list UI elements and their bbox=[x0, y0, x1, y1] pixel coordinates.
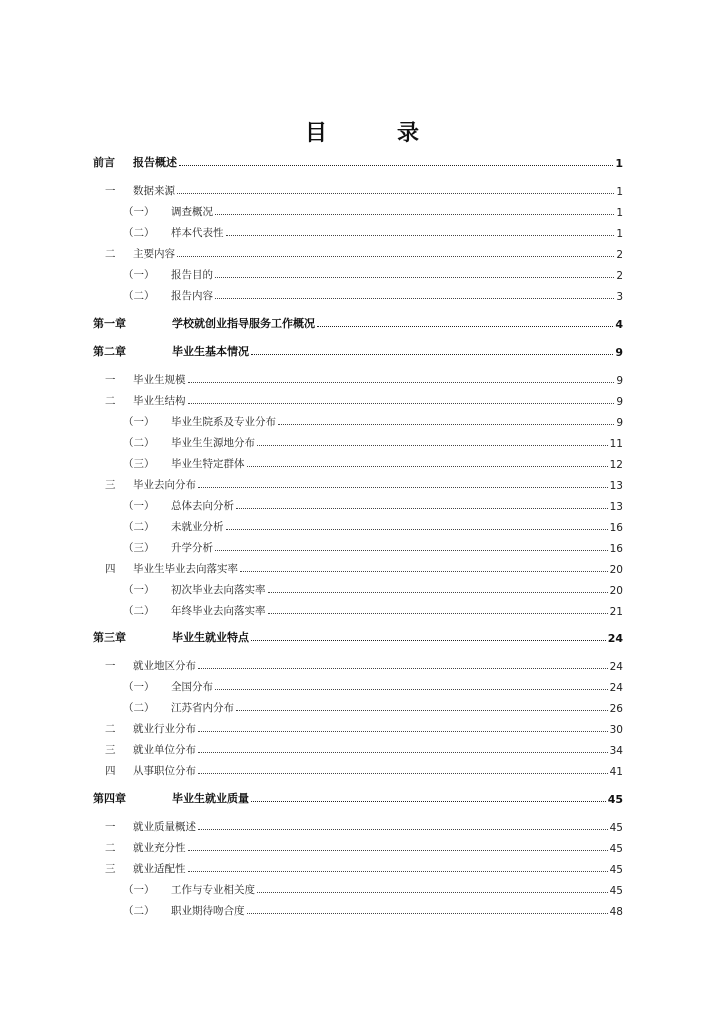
dot-leader bbox=[226, 529, 608, 530]
toc-entry[interactable] bbox=[93, 856, 623, 876]
toc-entry-page: 9 bbox=[615, 346, 623, 359]
toc-entry[interactable] bbox=[93, 367, 623, 387]
toc-entry-page: 11 bbox=[609, 438, 623, 450]
toc-entry-number: （三） bbox=[123, 458, 155, 470]
toc-entry-number: （二） bbox=[123, 605, 155, 617]
toc-entry[interactable] bbox=[93, 178, 623, 198]
toc-entry[interactable] bbox=[93, 514, 623, 534]
toc-entry-text: 毕业生规模 bbox=[133, 374, 186, 386]
toc-entry-number: （二） bbox=[123, 702, 155, 714]
toc-entry-number: 前言 bbox=[93, 156, 115, 169]
toc-entry-number: （二） bbox=[123, 905, 155, 917]
toc-entry-text: 毕业去向分布 bbox=[133, 479, 196, 491]
dot-leader bbox=[226, 235, 615, 236]
toc-entry-text: 就业质量概述 bbox=[133, 821, 196, 833]
dot-leader bbox=[177, 256, 614, 257]
toc-entry-number: 第三章 bbox=[93, 631, 126, 644]
dot-leader bbox=[251, 640, 606, 641]
toc-entry-chapter-1[interactable] bbox=[93, 311, 623, 331]
toc-entry[interactable] bbox=[93, 674, 623, 694]
toc-entry-text: 江苏省内分布 bbox=[171, 702, 234, 714]
toc-entry-number: 第四章 bbox=[93, 792, 126, 805]
toc-entry-page: 2 bbox=[616, 270, 623, 282]
toc-entry[interactable] bbox=[93, 409, 623, 429]
toc-entry-chapter-2[interactable] bbox=[93, 339, 623, 359]
toc-entry-page: 3 bbox=[616, 291, 623, 303]
toc-entry-number: 一 bbox=[105, 185, 116, 197]
toc-entry-number: （二） bbox=[123, 521, 155, 533]
toc-entry-number: 一 bbox=[105, 374, 116, 386]
toc-entry-number: 第一章 bbox=[93, 317, 126, 330]
toc-entry-text: 升学分析 bbox=[171, 542, 213, 554]
toc-entry-page: 12 bbox=[609, 459, 623, 471]
toc-entry-page: 2 bbox=[616, 249, 623, 261]
toc-entry[interactable] bbox=[93, 535, 623, 555]
toc-entry[interactable] bbox=[93, 430, 623, 450]
toc-entry-text: 毕业生生源地分布 bbox=[171, 437, 255, 449]
toc-entry[interactable] bbox=[93, 835, 623, 855]
dot-leader bbox=[247, 466, 608, 467]
dot-leader bbox=[198, 829, 608, 830]
toc-entry-number: （二） bbox=[123, 290, 155, 302]
toc-entry-page: 9 bbox=[616, 417, 623, 429]
toc-entry-page: 1 bbox=[616, 207, 623, 219]
toc-entry-page: 24 bbox=[609, 682, 623, 694]
toc-entry-chapter-3[interactable] bbox=[93, 625, 623, 645]
dot-leader bbox=[268, 592, 608, 593]
toc-entry-page: 34 bbox=[609, 745, 623, 757]
toc-entry[interactable] bbox=[93, 283, 623, 303]
toc-entry-number: （一） bbox=[123, 269, 155, 281]
toc-entry-page: 13 bbox=[609, 480, 623, 492]
toc-entry-chapter-4[interactable] bbox=[93, 786, 623, 806]
toc-entry-page: 9 bbox=[616, 375, 623, 387]
toc-entry-number: 一 bbox=[105, 821, 116, 833]
toc-entry-text: 毕业生基本情况 bbox=[172, 345, 249, 358]
toc-entry-number: 一 bbox=[105, 660, 116, 672]
toc-entry-text: 报告概述 bbox=[133, 156, 177, 169]
toc-entry-text: 毕业生院系及专业分布 bbox=[171, 416, 276, 428]
dot-leader bbox=[236, 710, 608, 711]
dot-leader bbox=[247, 913, 608, 914]
toc-entry-page: 20 bbox=[609, 585, 623, 597]
toc-entry-number: 四 bbox=[105, 765, 116, 777]
toc-entry-text: 样本代表性 bbox=[171, 227, 224, 239]
toc-entry-number: 二 bbox=[105, 842, 116, 854]
dot-leader bbox=[215, 550, 608, 551]
toc-entry-number: （一） bbox=[123, 884, 155, 896]
toc-entry-number: （二） bbox=[123, 437, 155, 449]
dot-leader bbox=[240, 571, 608, 572]
toc-entry-text: 报告内容 bbox=[171, 290, 213, 302]
toc-entry-number: 二 bbox=[105, 395, 116, 407]
dot-leader bbox=[198, 731, 608, 732]
toc-entry-text: 毕业生毕业去向落实率 bbox=[133, 563, 238, 575]
toc-entry[interactable] bbox=[93, 898, 623, 918]
dot-leader bbox=[188, 403, 615, 404]
dot-leader bbox=[251, 801, 606, 802]
dot-leader bbox=[215, 214, 614, 215]
toc-entry-number: 三 bbox=[105, 863, 116, 875]
dot-leader bbox=[317, 326, 613, 327]
toc-entry-page: 48 bbox=[609, 906, 623, 918]
toc-entry-number: （二） bbox=[123, 227, 155, 239]
dot-leader bbox=[236, 508, 608, 509]
toc-entry-page: 1 bbox=[615, 157, 623, 170]
toc-entry-page: 45 bbox=[609, 864, 623, 876]
toc-entry[interactable] bbox=[93, 451, 623, 471]
toc-entry-text: 主要内容 bbox=[133, 248, 175, 260]
toc-entry-number: 四 bbox=[105, 563, 116, 575]
toc-entry[interactable] bbox=[93, 577, 623, 597]
toc-entry[interactable] bbox=[93, 220, 623, 240]
toc-entry[interactable] bbox=[93, 493, 623, 513]
toc-entry-preface[interactable] bbox=[93, 150, 623, 170]
toc-entry-text: 工作与专业相关度 bbox=[171, 884, 255, 896]
toc-entry-page: 13 bbox=[609, 501, 623, 513]
toc-entry[interactable] bbox=[93, 598, 623, 618]
toc-entry-number: 三 bbox=[105, 744, 116, 756]
toc-entry-page: 30 bbox=[609, 724, 623, 736]
dot-leader bbox=[251, 354, 613, 355]
toc-entry-number: （一） bbox=[123, 206, 155, 218]
toc-entry[interactable] bbox=[93, 262, 623, 282]
toc-entry-page: 41 bbox=[609, 766, 623, 778]
toc-entry-number: 二 bbox=[105, 723, 116, 735]
toc-entry-page: 45 bbox=[607, 793, 623, 806]
toc-entry[interactable] bbox=[93, 877, 623, 897]
toc-entry-page: 1 bbox=[616, 186, 623, 198]
toc-entry-text: 就业适配性 bbox=[133, 863, 186, 875]
toc-entry[interactable] bbox=[93, 716, 623, 736]
toc-entry[interactable] bbox=[93, 653, 623, 673]
dot-leader bbox=[215, 298, 614, 299]
toc-entry-text: 就业充分性 bbox=[133, 842, 186, 854]
toc-entry-text: 未就业分析 bbox=[171, 521, 224, 533]
toc-entry[interactable] bbox=[93, 737, 623, 757]
toc-entry-text: 就业地区分布 bbox=[133, 660, 196, 672]
dot-leader bbox=[188, 382, 615, 383]
toc-entry-text: 初次毕业去向落实率 bbox=[171, 584, 266, 596]
toc-entry-text: 学校就创业指导服务工作概况 bbox=[172, 317, 315, 330]
toc-entry-number: （三） bbox=[123, 542, 155, 554]
toc-entry-number: （一） bbox=[123, 500, 155, 512]
toc-entry-page: 16 bbox=[609, 522, 623, 534]
toc-entry-text: 年终毕业去向落实率 bbox=[171, 605, 266, 617]
toc-entry[interactable] bbox=[93, 388, 623, 408]
dot-leader bbox=[198, 487, 608, 488]
toc-entry[interactable] bbox=[93, 814, 623, 834]
toc-entry-page: 21 bbox=[609, 606, 623, 618]
toc-entry-text: 从事职位分布 bbox=[133, 765, 196, 777]
toc-entry[interactable] bbox=[93, 199, 623, 219]
toc-entry-number: 三 bbox=[105, 479, 116, 491]
dot-leader bbox=[198, 752, 608, 753]
toc-entry-number: （一） bbox=[123, 416, 155, 428]
toc-entry-number: 第二章 bbox=[93, 345, 126, 358]
toc-entry[interactable] bbox=[93, 556, 623, 576]
dot-leader bbox=[179, 165, 613, 166]
toc-entry-page: 20 bbox=[609, 564, 623, 576]
dot-leader bbox=[188, 850, 608, 851]
toc-entry-page: 24 bbox=[609, 661, 623, 673]
toc-entry-text: 毕业生特定群体 bbox=[171, 458, 245, 470]
toc-entry[interactable] bbox=[93, 472, 623, 492]
toc-entry-page: 16 bbox=[609, 543, 623, 555]
toc-entry-page: 45 bbox=[609, 885, 623, 897]
toc-entry[interactable] bbox=[93, 758, 623, 778]
dot-leader bbox=[268, 613, 608, 614]
toc-entry-text: 报告目的 bbox=[171, 269, 213, 281]
toc-entry-text: 职业期待吻合度 bbox=[171, 905, 245, 917]
dot-leader bbox=[198, 773, 608, 774]
toc-entry-page: 4 bbox=[615, 318, 623, 331]
toc-entry-page: 9 bbox=[616, 396, 623, 408]
toc-entry-page: 26 bbox=[609, 703, 623, 715]
page-title: 目 录 bbox=[304, 120, 443, 146]
dot-leader bbox=[215, 277, 614, 278]
toc-entry[interactable] bbox=[93, 241, 623, 261]
toc-entry-page: 45 bbox=[609, 843, 623, 855]
dot-leader bbox=[188, 871, 608, 872]
toc-entry-page: 45 bbox=[609, 822, 623, 834]
toc-entry[interactable] bbox=[93, 695, 623, 715]
toc-entry-text: 就业单位分布 bbox=[133, 744, 196, 756]
toc-entry-text: 总体去向分析 bbox=[171, 500, 234, 512]
dot-leader bbox=[257, 445, 608, 446]
dot-leader bbox=[278, 424, 614, 425]
toc-entry-text: 数据来源 bbox=[133, 185, 175, 197]
toc-entry-number: （一） bbox=[123, 681, 155, 693]
toc-entry-text: 毕业生结构 bbox=[133, 395, 186, 407]
toc-entry-text: 就业行业分布 bbox=[133, 723, 196, 735]
dot-leader bbox=[215, 689, 608, 690]
toc-entry-page: 24 bbox=[607, 632, 623, 645]
dot-leader bbox=[257, 892, 608, 893]
toc-entry-text: 调查概况 bbox=[171, 206, 213, 218]
toc-entry-text: 毕业生就业特点 bbox=[172, 631, 249, 644]
toc-entry-text: 全国分布 bbox=[171, 681, 213, 693]
dot-leader bbox=[177, 193, 614, 194]
dot-leader bbox=[198, 668, 608, 669]
toc-entry-number: 二 bbox=[105, 248, 116, 260]
toc-entry-page: 1 bbox=[616, 228, 623, 240]
toc-entry-text: 毕业生就业质量 bbox=[172, 792, 249, 805]
toc-entry-number: （一） bbox=[123, 584, 155, 596]
